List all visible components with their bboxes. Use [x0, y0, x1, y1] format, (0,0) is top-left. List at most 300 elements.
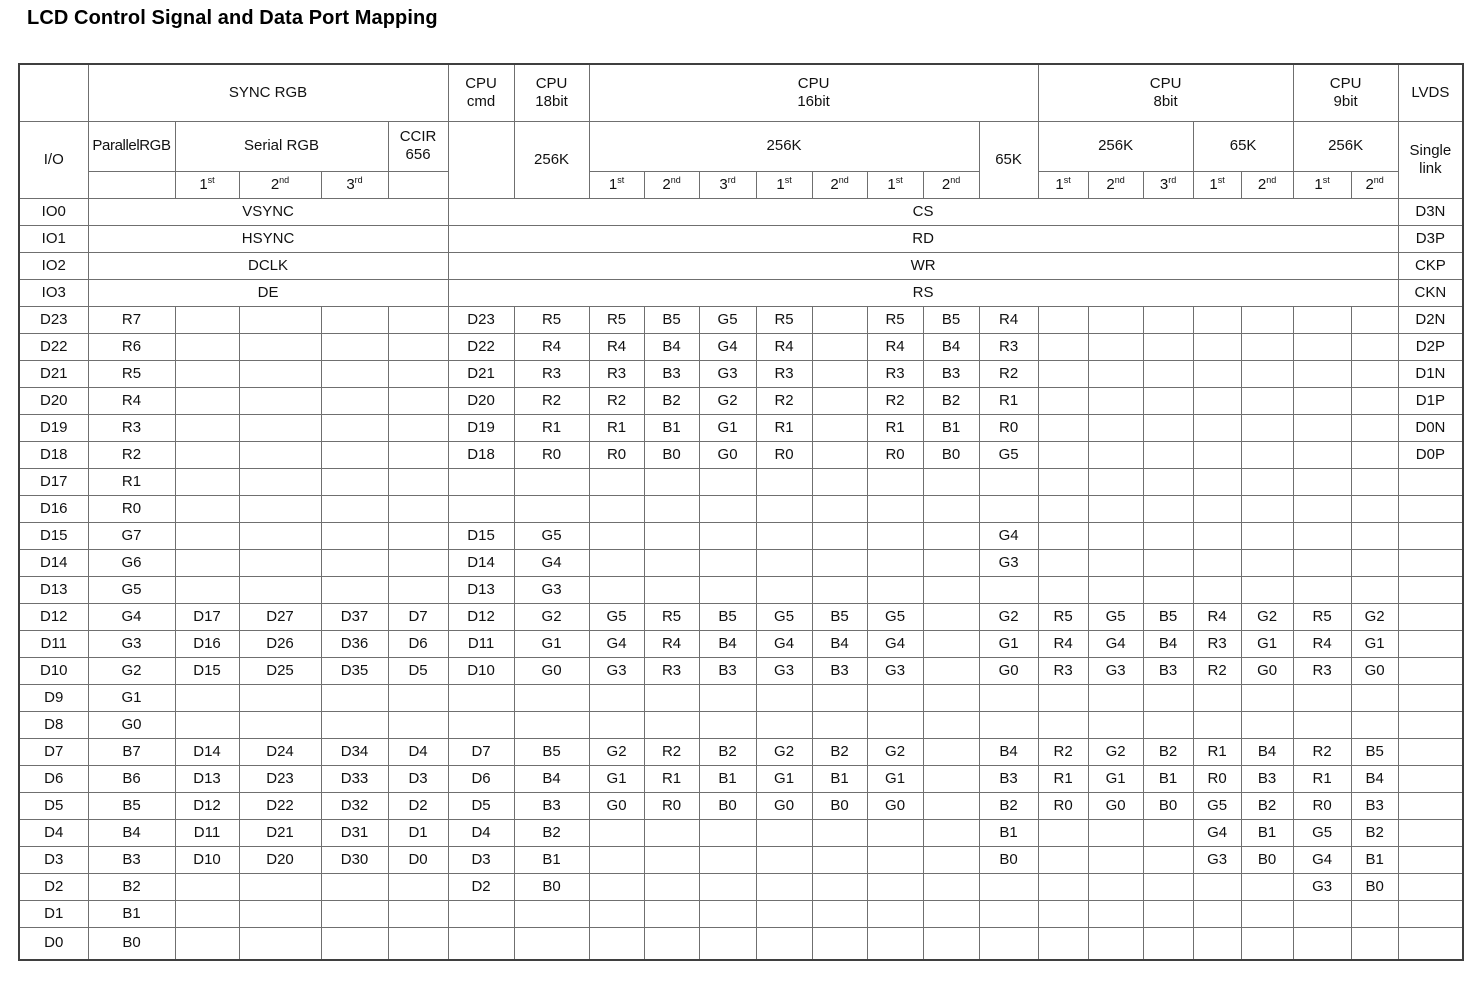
row-label: IO1 [19, 225, 88, 252]
mapping-cell [239, 414, 321, 441]
mapping-cell: B7 [88, 738, 175, 765]
mapping-cell: R3 [88, 414, 175, 441]
mapping-cell: R1 [514, 414, 589, 441]
mapping-cell [1088, 711, 1143, 738]
lvds-cell [1398, 684, 1463, 711]
mapping-cell [1038, 846, 1088, 873]
mapping-cell [1351, 684, 1398, 711]
mapping-cell: G2 [1088, 738, 1143, 765]
mapping-cell: D4 [388, 738, 448, 765]
mapping-cell [1351, 900, 1398, 927]
mapping-cell [812, 333, 867, 360]
mapping-cell: G4 [979, 522, 1038, 549]
mapping-cell [1088, 819, 1143, 846]
mapping-cell [699, 846, 756, 873]
mapping-cell: D19 [448, 414, 514, 441]
mapping-cell: R3 [1038, 657, 1088, 684]
page-title: LCD Control Signal and Data Port Mapping [27, 7, 438, 29]
table-row [19, 522, 1463, 549]
mapping-cell [1143, 549, 1193, 576]
mapping-cell [867, 873, 923, 900]
mapping-cell: B0 [1351, 873, 1398, 900]
mapping-cell [1193, 414, 1241, 441]
mapping-cell [175, 360, 239, 387]
mapping-cell: R3 [979, 333, 1038, 360]
mapping-cell [867, 900, 923, 927]
table-row [19, 603, 1463, 630]
mapping-cell: G1 [1088, 765, 1143, 792]
row-label: D11 [19, 630, 88, 657]
mapping-cell [175, 387, 239, 414]
mapping-cell [923, 873, 979, 900]
mapping-cell: R4 [867, 333, 923, 360]
mapping-cell: B0 [1143, 792, 1193, 819]
col-16bit-256k: 256K [589, 121, 979, 171]
mapping-cell: R2 [979, 360, 1038, 387]
mapping-cell [321, 333, 388, 360]
mapping-cell: R5 [514, 306, 589, 333]
mapping-cell: R0 [1038, 792, 1088, 819]
mapping-cell [644, 900, 699, 927]
mapping-cell [1293, 576, 1351, 603]
mapping-cell: B0 [88, 927, 175, 960]
mapping-cell [175, 684, 239, 711]
mapping-cell: G4 [1293, 846, 1351, 873]
mapping-cell: G2 [867, 738, 923, 765]
mapping-cell [867, 576, 923, 603]
mapping-cell [239, 522, 321, 549]
mapping-cell: B1 [1351, 846, 1398, 873]
mapping-cell: B5 [514, 738, 589, 765]
mapping-cell [175, 441, 239, 468]
mapping-cell [923, 927, 979, 960]
mapping-cell [1241, 576, 1293, 603]
mapping-cell: D23 [239, 765, 321, 792]
col-ordinal-8bit65k-1: 1st [1193, 171, 1241, 198]
mapping-cell [923, 657, 979, 684]
mapping-cell [812, 576, 867, 603]
mapping-cell: R0 [589, 441, 644, 468]
mapping-cell [388, 333, 448, 360]
sync-signal-cell: DCLK [88, 252, 448, 279]
mapping-cell: G5 [979, 441, 1038, 468]
mapping-cell [923, 900, 979, 927]
mapping-cell: R0 [644, 792, 699, 819]
mapping-cell [1293, 549, 1351, 576]
col-ordinal-8bit-3: 3rd [1143, 171, 1193, 198]
mapping-cell: D27 [239, 603, 321, 630]
mapping-cell [812, 414, 867, 441]
mapping-cell [923, 522, 979, 549]
table-row [19, 252, 1463, 279]
mapping-cell [1293, 387, 1351, 414]
mapping-cell [1143, 495, 1193, 522]
mapping-cell [175, 873, 239, 900]
col-ordinal-16bit-6: 1st [867, 171, 923, 198]
mapping-cell [1038, 495, 1088, 522]
mapping-cell [756, 522, 812, 549]
table-body [19, 198, 1463, 960]
mapping-cell: G3 [88, 630, 175, 657]
mapping-cell [388, 522, 448, 549]
mapping-cell [756, 684, 812, 711]
table-row [19, 495, 1463, 522]
mapping-cell [1038, 306, 1088, 333]
mapping-cell: B3 [979, 765, 1038, 792]
mapping-cell [589, 819, 644, 846]
mapping-cell [867, 522, 923, 549]
lvds-cell [1398, 657, 1463, 684]
table-row [19, 387, 1463, 414]
col-cpu-cmd-sub [448, 121, 514, 198]
mapping-cell [1193, 306, 1241, 333]
mapping-cell [589, 846, 644, 873]
mapping-cell [239, 873, 321, 900]
mapping-cell [448, 468, 514, 495]
row-label: D5 [19, 792, 88, 819]
mapping-cell [644, 468, 699, 495]
mapping-cell: R4 [88, 387, 175, 414]
mapping-cell: B2 [644, 387, 699, 414]
lvds-cell: D3P [1398, 225, 1463, 252]
mapping-cell [1143, 414, 1193, 441]
mapping-cell: B2 [514, 819, 589, 846]
mapping-cell [644, 522, 699, 549]
col-ordinal-16bit-3: 3rd [699, 171, 756, 198]
mapping-cell: D30 [321, 846, 388, 873]
mapping-cell [644, 927, 699, 960]
mapping-cell [239, 468, 321, 495]
mapping-cell [1038, 684, 1088, 711]
mapping-cell [644, 576, 699, 603]
mapping-cell: G2 [699, 387, 756, 414]
mapping-cell [1143, 441, 1193, 468]
mapping-cell [321, 927, 388, 960]
mapping-cell [699, 900, 756, 927]
mapping-cell [388, 414, 448, 441]
mapping-cell [1241, 684, 1293, 711]
mapping-cell: B5 [812, 603, 867, 630]
mapping-cell [756, 900, 812, 927]
mapping-cell: D21 [448, 360, 514, 387]
lvds-cell [1398, 765, 1463, 792]
mapping-cell [923, 549, 979, 576]
lvds-cell [1398, 630, 1463, 657]
mapping-cell: D0 [388, 846, 448, 873]
mapping-cell [1351, 441, 1398, 468]
mapping-cell [1351, 549, 1398, 576]
col-parallel-rgb: ParallelRGB [88, 121, 175, 171]
lvds-cell [1398, 927, 1463, 960]
mapping-cell [923, 738, 979, 765]
mapping-cell: B3 [88, 846, 175, 873]
row-label: D21 [19, 360, 88, 387]
mapping-cell [1088, 387, 1143, 414]
mapping-cell [589, 684, 644, 711]
mapping-cell [1038, 927, 1088, 960]
mapping-cell: R1 [979, 387, 1038, 414]
mapping-cell: R1 [1293, 765, 1351, 792]
table-row [19, 198, 1463, 225]
sync-signal-cell: VSYNC [88, 198, 448, 225]
mapping-cell: G1 [699, 414, 756, 441]
mapping-cell: G2 [514, 603, 589, 630]
mapping-cell: G6 [88, 549, 175, 576]
mapping-cell: G4 [589, 630, 644, 657]
mapping-cell: D5 [448, 792, 514, 819]
mapping-cell [699, 576, 756, 603]
mapping-cell: B0 [979, 846, 1038, 873]
mapping-cell: G4 [867, 630, 923, 657]
row-label: D17 [19, 468, 88, 495]
mapping-cell: G3 [1293, 873, 1351, 900]
mapping-cell: R2 [867, 387, 923, 414]
mapping-cell: B3 [514, 792, 589, 819]
mapping-cell [923, 792, 979, 819]
mapping-cell [1088, 306, 1143, 333]
mapping-cell [812, 711, 867, 738]
mapping-cell [1351, 414, 1398, 441]
row-label: D6 [19, 765, 88, 792]
lvds-cell [1398, 603, 1463, 630]
table-row [19, 441, 1463, 468]
ordinal-blank-parallel [88, 171, 175, 198]
lvds-cell: D1P [1398, 387, 1463, 414]
mapping-cell [812, 549, 867, 576]
mapping-cell [1088, 900, 1143, 927]
mapping-cell: D6 [448, 765, 514, 792]
mapping-cell: B2 [699, 738, 756, 765]
mapping-cell: B3 [1143, 657, 1193, 684]
mapping-cell: R3 [589, 360, 644, 387]
mapping-cell: R4 [756, 333, 812, 360]
mapping-cell [1293, 684, 1351, 711]
mapping-cell [1241, 387, 1293, 414]
row-label: IO3 [19, 279, 88, 306]
mapping-cell: R5 [756, 306, 812, 333]
lvds-cell [1398, 576, 1463, 603]
mapping-cell [867, 495, 923, 522]
mapping-cell: G2 [756, 738, 812, 765]
mapping-cell [1143, 819, 1193, 846]
mapping-cell: D13 [448, 576, 514, 603]
mapping-cell [1038, 549, 1088, 576]
mapping-cell [1143, 387, 1193, 414]
mapping-cell [1193, 495, 1241, 522]
mapping-cell [514, 495, 589, 522]
mapping-cell: B4 [88, 819, 175, 846]
mapping-cell [321, 549, 388, 576]
col-18bit-256k: 256K [514, 121, 589, 198]
table-row [19, 900, 1463, 927]
mapping-cell: G4 [88, 603, 175, 630]
lcd-mapping-table [18, 63, 1464, 961]
mapping-cell: B5 [699, 603, 756, 630]
mapping-cell: D11 [448, 630, 514, 657]
mapping-cell [699, 927, 756, 960]
ordinal-blank-ccir [388, 171, 448, 198]
mapping-cell [867, 468, 923, 495]
mapping-cell [699, 549, 756, 576]
mapping-cell: G2 [1351, 603, 1398, 630]
mapping-cell: G5 [1088, 603, 1143, 630]
mapping-cell [812, 387, 867, 414]
mapping-cell [1088, 549, 1143, 576]
mapping-cell [239, 711, 321, 738]
mapping-cell [321, 468, 388, 495]
mapping-cell [756, 576, 812, 603]
table-row [19, 630, 1463, 657]
row-label: D18 [19, 441, 88, 468]
mapping-cell: G5 [1193, 792, 1241, 819]
mapping-cell: R0 [756, 441, 812, 468]
mapping-cell [388, 873, 448, 900]
mapping-cell [1088, 414, 1143, 441]
mapping-cell [923, 765, 979, 792]
mapping-cell [812, 306, 867, 333]
mapping-cell [239, 576, 321, 603]
mapping-cell: B2 [88, 873, 175, 900]
mapping-cell [1143, 846, 1193, 873]
mapping-cell: B4 [644, 333, 699, 360]
mapping-cell: D10 [175, 846, 239, 873]
mapping-cell: R3 [1293, 657, 1351, 684]
mapping-cell [812, 927, 867, 960]
mapping-cell [1351, 711, 1398, 738]
mapping-cell [1088, 360, 1143, 387]
row-label: D2 [19, 873, 88, 900]
row-label: D13 [19, 576, 88, 603]
mapping-cell: R0 [88, 495, 175, 522]
mapping-cell: B6 [88, 765, 175, 792]
mapping-cell: B1 [923, 414, 979, 441]
mapping-cell: R2 [1293, 738, 1351, 765]
mapping-cell [1088, 684, 1143, 711]
mapping-cell [448, 900, 514, 927]
mapping-cell [239, 387, 321, 414]
mapping-cell [239, 549, 321, 576]
mapping-cell [1038, 900, 1088, 927]
table-row [19, 873, 1463, 900]
sync-signal-cell: DE [88, 279, 448, 306]
mapping-cell: G3 [867, 657, 923, 684]
mapping-cell: R2 [1038, 738, 1088, 765]
mapping-cell [1088, 522, 1143, 549]
mapping-cell [1193, 333, 1241, 360]
mapping-cell [1143, 576, 1193, 603]
mapping-cell [388, 360, 448, 387]
table-header [19, 64, 1463, 198]
mapping-cell: B2 [1241, 792, 1293, 819]
mapping-cell [979, 873, 1038, 900]
table-row [19, 657, 1463, 684]
mapping-cell [1038, 360, 1088, 387]
mapping-cell: B4 [979, 738, 1038, 765]
mapping-cell [321, 900, 388, 927]
mapping-cell [175, 549, 239, 576]
mapping-cell: R2 [1193, 657, 1241, 684]
mapping-cell [699, 711, 756, 738]
mapping-cell: D21 [239, 819, 321, 846]
mapping-cell: R0 [1193, 765, 1241, 792]
mapping-cell: B4 [1241, 738, 1293, 765]
mapping-cell [448, 684, 514, 711]
lvds-cell: CKN [1398, 279, 1463, 306]
table-row [19, 414, 1463, 441]
mapping-cell: R0 [514, 441, 589, 468]
mapping-cell: G5 [867, 603, 923, 630]
mapping-cell [388, 711, 448, 738]
mapping-cell: B4 [699, 630, 756, 657]
mapping-cell [1088, 846, 1143, 873]
mapping-cell [1351, 576, 1398, 603]
mapping-cell: D3 [388, 765, 448, 792]
mapping-cell [388, 306, 448, 333]
mapping-cell: D12 [175, 792, 239, 819]
mapping-cell [1143, 900, 1193, 927]
mapping-cell [756, 495, 812, 522]
mapping-cell [175, 414, 239, 441]
mapping-cell [388, 549, 448, 576]
mapping-cell: G4 [514, 549, 589, 576]
mapping-cell [1293, 711, 1351, 738]
col-9bit-256k: 256K [1293, 121, 1398, 171]
mapping-cell: R3 [644, 657, 699, 684]
mapping-cell [979, 468, 1038, 495]
mapping-cell: D7 [388, 603, 448, 630]
mapping-cell: G0 [867, 792, 923, 819]
mapping-cell: B2 [1143, 738, 1193, 765]
header-row-ordinals [19, 171, 1463, 198]
mapping-cell [388, 495, 448, 522]
mapping-cell [448, 927, 514, 960]
mapping-cell [1193, 387, 1241, 414]
mapping-cell: R1 [1193, 738, 1241, 765]
mapping-cell: R3 [1193, 630, 1241, 657]
mapping-cell [1193, 360, 1241, 387]
mapping-cell: D24 [239, 738, 321, 765]
header-row-modes [19, 121, 1463, 171]
lvds-cell: D1N [1398, 360, 1463, 387]
mapping-cell [923, 603, 979, 630]
mapping-cell: D25 [239, 657, 321, 684]
mapping-cell [1193, 468, 1241, 495]
mapping-cell [1241, 306, 1293, 333]
mapping-cell: D18 [448, 441, 514, 468]
mapping-cell [1241, 468, 1293, 495]
mapping-cell [1351, 360, 1398, 387]
mapping-cell [699, 819, 756, 846]
mapping-cell: B0 [923, 441, 979, 468]
row-label: D9 [19, 684, 88, 711]
mapping-cell: B4 [514, 765, 589, 792]
mapping-cell: D22 [239, 792, 321, 819]
mapping-cell [699, 495, 756, 522]
mapping-cell [1088, 576, 1143, 603]
mapping-cell [1193, 684, 1241, 711]
mapping-cell: B1 [1143, 765, 1193, 792]
mapping-cell: B0 [699, 792, 756, 819]
mapping-cell [1241, 414, 1293, 441]
lvds-cell [1398, 900, 1463, 927]
mapping-cell [1241, 900, 1293, 927]
col-serial-rgb: Serial RGB [175, 121, 388, 171]
mapping-cell [644, 711, 699, 738]
mapping-cell: R4 [1193, 603, 1241, 630]
mapping-cell [1193, 549, 1241, 576]
lvds-cell: D0N [1398, 414, 1463, 441]
col-ordinal-serial-2nd: 2nd [239, 171, 321, 198]
